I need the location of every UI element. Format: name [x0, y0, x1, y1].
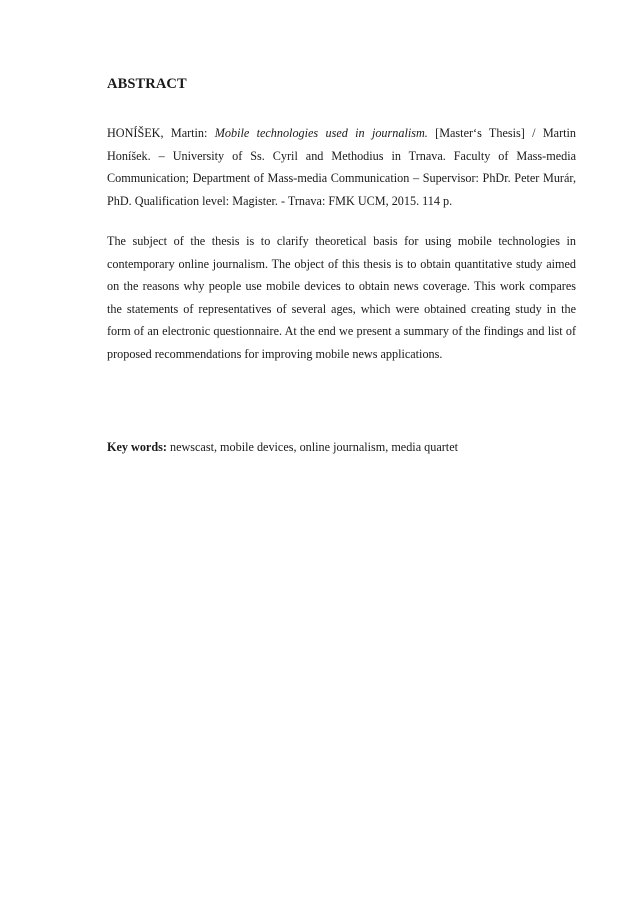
citation-title: Mobile technologies used in journalism.	[214, 126, 428, 140]
abstract-heading: ABSTRACT	[107, 76, 187, 92]
keywords-text: newscast, mobile devices, online journalism, media quartet	[166, 440, 458, 454]
citation-details: [Master‘s Thesis] / Martin Honíšek. – University of Ss. Cyril and Methodius in Trnava. Faculty of Mass-media Communication; Department of Mass-media Communication – Supervisor: PhDr. Peter Murár, PhD. Qualification level: Magister. - Trnava: FMK UCM, 2015. 114 p.	[107, 126, 576, 208]
abstract-body: The subject of the thesis is to clarify theoretical basis for using mobile technologies in contemporary online journalism. The object of this thesis is to obtain quantitative study aimed on the reasons why people use mobile devices to obtain news coverage. This work compares the statements of representatives of several ages, which were obtained creating study in the form of an electronic questionnaire. At the end we present a summary of the findings and list of proposed recommendations for improving mobile news applications.	[107, 234, 576, 361]
keywords-line	[107, 436, 458, 459]
keywords-label: Key words:	[107, 440, 167, 454]
citation-author: HONÍŠEK, Martin:	[107, 126, 215, 140]
citation-paragraph	[107, 122, 576, 212]
